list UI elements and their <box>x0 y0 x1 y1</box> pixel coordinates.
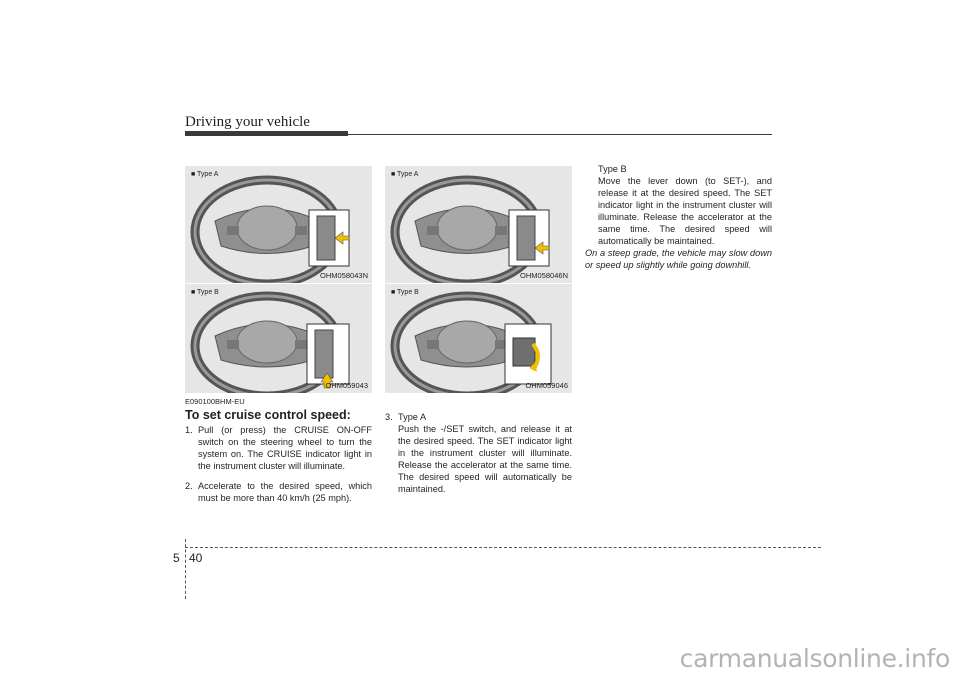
step-number: 1. <box>185 425 193 435</box>
figure-code: OHM058043N <box>320 271 368 280</box>
steering-wheel-illustration <box>385 166 572 283</box>
step-1 <box>185 424 372 472</box>
footer-divider <box>185 547 821 548</box>
step-text: Pull (or press) the CRUISE ON-OFF switch on the steering wheel to turn the system on. The CRUISE indicator light in the instrument cluster will illuminate. <box>198 425 372 471</box>
figure-type-label: ■ Type B <box>391 289 419 296</box>
section-number: 5 <box>173 551 180 565</box>
steering-wheel-illustration <box>385 284 572 393</box>
figure-type-label: ■ Type A <box>191 171 219 178</box>
figure-type-a-left <box>185 166 372 283</box>
watermark: carmanualsonline.info <box>679 644 950 673</box>
figure-code: OHM059046 <box>525 381 568 390</box>
figure-code: OHM059043 <box>325 381 368 390</box>
figure-type-b-right <box>385 284 572 393</box>
figure-type-a-right <box>385 166 572 283</box>
note-text: On a steep grade, the vehicle may slow down or speed up slightly while going downhill. <box>585 248 772 270</box>
section-heading: To set cruise control speed: <box>185 408 351 422</box>
page-header-title: Driving your vehicle <box>185 114 310 130</box>
figure-code: OHM058046N <box>520 271 568 280</box>
step-3 <box>385 411 572 494</box>
figure-type-label: ■ Type A <box>391 171 419 178</box>
page-number: 40 <box>189 551 203 565</box>
header-rule <box>348 134 772 135</box>
section-code: E090100BHM-EU <box>185 397 245 406</box>
step-text: Accelerate to the desired speed, which must be more than 40 km/h (25 mph). <box>198 481 372 503</box>
step-type-label: Type A <box>398 412 427 422</box>
step-number: 2. <box>185 481 193 491</box>
step-text: Push the -/SET switch, and release it at the desired speed. The SET indicator light in the instrument cluster will illuminate. Release the accelerator at the same time. The desired speed will automatically be maintained. <box>398 424 572 494</box>
steering-wheel-illustration <box>185 284 372 393</box>
figure-type-b-left <box>185 284 372 393</box>
header-accent-bar <box>185 131 348 136</box>
steering-wheel-illustration <box>185 166 372 283</box>
type-b-label: Type B <box>598 164 627 174</box>
step-2 <box>185 480 372 506</box>
figure-type-label: ■ Type B <box>191 289 219 296</box>
step-number: 3. <box>385 412 393 422</box>
footer-vertical-divider <box>185 539 186 599</box>
type-b-text: Move the lever down (to SET-), and release it at the desired speed. The SET indicator light in the instrument cluster will illuminate. Release the accelerator at the same time. The desired speed will automatically be maintained. <box>598 176 772 246</box>
